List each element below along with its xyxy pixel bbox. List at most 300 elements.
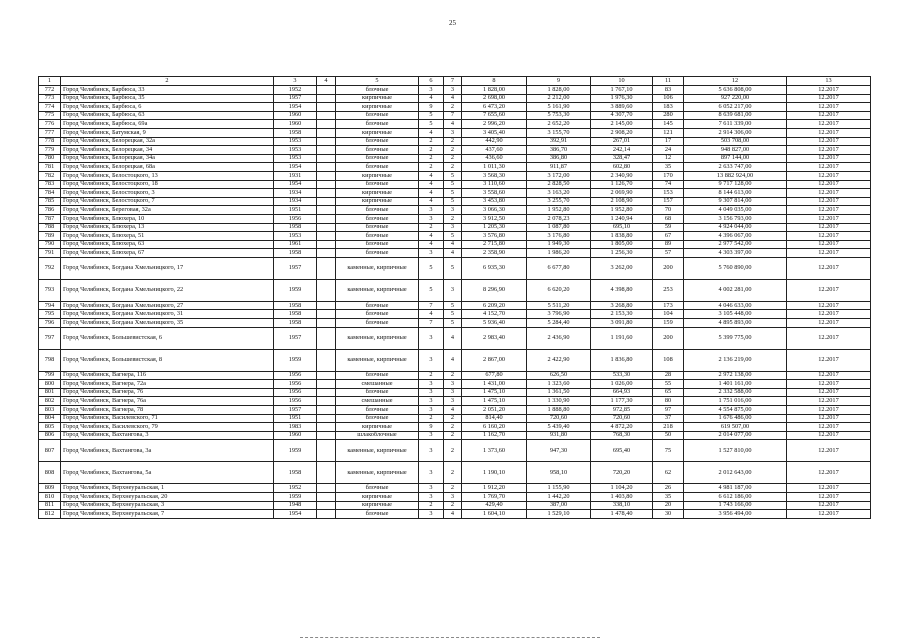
cell-entrances: 2 <box>444 137 462 146</box>
cell-floors: 2 <box>419 414 444 423</box>
cell-floors: 3 <box>419 86 444 95</box>
table-row <box>39 423 871 432</box>
cell-year-built: 1960 <box>274 111 317 120</box>
cell-living-area: 5 753,30 <box>527 111 591 120</box>
cell-private-area: 2 153,30 <box>591 310 653 319</box>
cell-total-area: 1 475,10 <box>462 388 527 397</box>
cell-private-area: 1 805,00 <box>591 240 653 249</box>
cell-address: Город Челябинск, Вагнера, 78 <box>61 406 274 415</box>
cell-col-4 <box>317 197 336 206</box>
cell-private-area: 242,14 <box>591 146 653 155</box>
cell-private-area: 4 872,20 <box>591 423 653 432</box>
cell-total-area: 2 358,90 <box>462 249 527 258</box>
cell-floors: 3 <box>419 206 444 215</box>
cell-entrances: 2 <box>444 501 462 510</box>
table-row <box>39 301 871 310</box>
cell-row-number: 789 <box>39 232 61 241</box>
cell-row-number: 778 <box>39 137 61 146</box>
table-row <box>39 397 871 406</box>
cell-living-area: 3 163,20 <box>527 189 591 198</box>
cell-year-built: 1934 <box>274 197 317 206</box>
cell-repair-period: 12.2017 <box>787 232 871 241</box>
cell-entrances: 5 <box>444 189 462 198</box>
cell-entrances: 3 <box>444 279 462 301</box>
cell-residents: 170 <box>653 171 684 180</box>
cell-repair-cost: 927 220,00 <box>684 94 787 103</box>
cell-total-area: 3 110,60 <box>462 180 527 189</box>
table-row <box>39 462 871 484</box>
cell-floors: 9 <box>419 423 444 432</box>
cell-entrances: 2 <box>444 154 462 163</box>
cell-col-4 <box>317 406 336 415</box>
cell-repair-period: 12.2017 <box>787 94 871 103</box>
cell-wall-material: смешанные <box>336 380 419 389</box>
cell-row-number: 777 <box>39 128 61 137</box>
cell-wall-material: блочные <box>336 206 419 215</box>
cell-residents: 67 <box>653 232 684 241</box>
column-header-4: 4 <box>317 77 336 86</box>
cell-repair-period: 12.2017 <box>787 510 871 519</box>
cell-year-built: 1954 <box>274 180 317 189</box>
cell-wall-material: шлакоблочные <box>336 431 419 440</box>
cell-total-area: 442,90 <box>462 137 527 146</box>
cell-repair-period: 12.2017 <box>787 103 871 112</box>
cell-col-4 <box>317 103 336 112</box>
cell-floors: 4 <box>419 180 444 189</box>
cell-entrances: 5 <box>444 180 462 189</box>
cell-wall-material: блочные <box>336 86 419 95</box>
cell-private-area: 1 976,30 <box>591 94 653 103</box>
cell-private-area: 1 191,60 <box>591 327 653 349</box>
cell-year-built: 1960 <box>274 431 317 440</box>
cell-col-4 <box>317 380 336 389</box>
cell-floors: 7 <box>419 301 444 310</box>
cell-entrances: 3 <box>444 388 462 397</box>
cell-col-4 <box>317 171 336 180</box>
cell-year-built: 1959 <box>274 440 317 462</box>
table-row <box>39 154 871 163</box>
cell-living-area: 1 361,50 <box>527 388 591 397</box>
cell-total-area: 429,40 <box>462 501 527 510</box>
cell-row-number: 805 <box>39 423 61 432</box>
cell-row-number: 785 <box>39 197 61 206</box>
cell-floors: 4 <box>419 197 444 206</box>
cell-living-area: 720,60 <box>527 414 591 423</box>
cell-residents: 183 <box>653 103 684 112</box>
cell-private-area: 720,60 <box>591 414 653 423</box>
cell-private-area: 3 889,60 <box>591 103 653 112</box>
table-row <box>39 380 871 389</box>
cell-wall-material: блочные <box>336 154 419 163</box>
column-header-1: 1 <box>39 77 61 86</box>
cell-living-area: 2 652,20 <box>527 120 591 129</box>
cell-repair-period: 12.2017 <box>787 163 871 172</box>
cell-repair-period: 12.2017 <box>787 501 871 510</box>
cell-year-built: 1953 <box>274 232 317 241</box>
cell-row-number: 773 <box>39 94 61 103</box>
column-header-6: 6 <box>419 77 444 86</box>
cell-repair-cost: 9 307 814,00 <box>684 197 787 206</box>
cell-row-number: 795 <box>39 310 61 319</box>
cell-repair-period: 12.2017 <box>787 319 871 328</box>
cell-living-area: 3 155,70 <box>527 128 591 137</box>
cell-address: Город Челябинск, Белостоцкого, 7 <box>61 197 274 206</box>
cell-col-4 <box>317 493 336 502</box>
cell-repair-period: 12.2017 <box>787 111 871 120</box>
cell-entrances: 5 <box>444 319 462 328</box>
cell-row-number: 798 <box>39 349 61 371</box>
cell-private-area: 1 026,00 <box>591 380 653 389</box>
cell-repair-period: 12.2017 <box>787 310 871 319</box>
cell-wall-material: блочные <box>336 310 419 319</box>
cell-living-area: 386,70 <box>527 146 591 155</box>
cell-col-4 <box>317 388 336 397</box>
table-row <box>39 279 871 301</box>
cell-residents: 12 <box>653 154 684 163</box>
cell-wall-material: кирпичные <box>336 94 419 103</box>
cell-residents: 108 <box>653 349 684 371</box>
cell-entrances: 2 <box>444 423 462 432</box>
cell-repair-cost: 4 924 044,00 <box>684 223 787 232</box>
cell-floors: 5 <box>419 257 444 279</box>
cell-repair-period: 12.2017 <box>787 493 871 502</box>
cell-address: Город Челябинск, Блюхера, 13 <box>61 223 274 232</box>
cell-col-4 <box>317 180 336 189</box>
cell-col-4 <box>317 128 336 137</box>
cell-floors: 3 <box>419 388 444 397</box>
cell-col-4 <box>317 163 336 172</box>
cell-row-number: 776 <box>39 120 61 129</box>
cell-repair-cost: 9 717 128,00 <box>684 180 787 189</box>
cell-entrances: 7 <box>444 111 462 120</box>
cell-total-area: 3 568,30 <box>462 171 527 180</box>
cell-floors: 4 <box>419 240 444 249</box>
cell-col-4 <box>317 86 336 95</box>
cell-wall-material: блочные <box>336 146 419 155</box>
cell-total-area: 1 604,10 <box>462 510 527 519</box>
cell-year-built: 1948 <box>274 501 317 510</box>
cell-year-built: 1952 <box>274 86 317 95</box>
cell-residents: 157 <box>653 197 684 206</box>
cell-repair-cost: 5 399 775,00 <box>684 327 787 349</box>
cell-address: Город Челябинск, Василевского, 71 <box>61 414 274 423</box>
cell-entrances: 2 <box>444 146 462 155</box>
cell-living-area: 387,00 <box>527 501 591 510</box>
cell-year-built: 1931 <box>274 171 317 180</box>
cell-row-number: 800 <box>39 380 61 389</box>
cell-private-area: 3 262,00 <box>591 257 653 279</box>
cell-repair-period: 12.2017 <box>787 206 871 215</box>
cell-private-area: 3 091,80 <box>591 319 653 328</box>
cell-wall-material: каменные, кирпичные <box>336 279 419 301</box>
cell-row-number: 810 <box>39 493 61 502</box>
cell-floors: 2 <box>419 501 444 510</box>
cell-wall-material: кирпичные <box>336 493 419 502</box>
cell-row-number: 812 <box>39 510 61 519</box>
cell-col-4 <box>317 431 336 440</box>
cell-col-4 <box>317 249 336 258</box>
cell-wall-material: кирпичные <box>336 189 419 198</box>
cell-address: Город Челябинск, Большевистская, 8 <box>61 349 274 371</box>
cell-repair-cost: 1 401 161,00 <box>684 380 787 389</box>
cell-residents: 57 <box>653 249 684 258</box>
cell-address: Город Челябинск, Богдана Хмельницкого, 22 <box>61 279 274 301</box>
cell-address: Город Челябинск, Блюхера, 51 <box>61 232 274 241</box>
cell-row-number: 775 <box>39 111 61 120</box>
cell-row-number: 772 <box>39 86 61 95</box>
cell-address: Город Челябинск, Барбюса, 33 <box>61 86 274 95</box>
cell-row-number: 806 <box>39 431 61 440</box>
cell-year-built: 1934 <box>274 189 317 198</box>
cell-wall-material: каменные, кирпичные <box>336 462 419 484</box>
cell-total-area: 6 935,30 <box>462 257 527 279</box>
cell-wall-material: каменные, кирпичные <box>336 440 419 462</box>
cell-col-4 <box>317 214 336 223</box>
cell-residents: 62 <box>653 462 684 484</box>
cell-floors: 4 <box>419 94 444 103</box>
cell-address: Город Челябинск, Большевистская, 6 <box>61 327 274 349</box>
cell-wall-material: кирпичные <box>336 197 419 206</box>
cell-residents: 173 <box>653 301 684 310</box>
cell-residents: 17 <box>653 137 684 146</box>
table-row <box>39 414 871 423</box>
cell-row-number: 811 <box>39 501 61 510</box>
cell-row-number: 786 <box>39 206 61 215</box>
table-row <box>39 388 871 397</box>
cell-year-built: 1959 <box>274 493 317 502</box>
cell-living-area: 5 511,20 <box>527 301 591 310</box>
cell-year-built: 1951 <box>274 414 317 423</box>
cell-entrances: 2 <box>444 103 462 112</box>
cell-floors: 3 <box>419 510 444 519</box>
cell-repair-cost: 8 144 613,00 <box>684 189 787 198</box>
cell-floors: 3 <box>419 249 444 258</box>
cell-wall-material: блочные <box>336 414 419 423</box>
cell-year-built: 1960 <box>274 120 317 129</box>
cell-entrances: 4 <box>444 327 462 349</box>
cell-wall-material: блочные <box>336 137 419 146</box>
cell-repair-cost: 1 676 486,00 <box>684 414 787 423</box>
column-header-11: 11 <box>653 77 684 86</box>
cell-private-area: 602,80 <box>591 163 653 172</box>
cell-col-4 <box>317 349 336 371</box>
cell-repair-cost: 948 827,00 <box>684 146 787 155</box>
cell-address: Город Челябинск, Вагнера, 72а <box>61 380 274 389</box>
cell-col-4 <box>317 397 336 406</box>
cell-address: Город Челябинск, Богдана Хмельницкого, 35 <box>61 319 274 328</box>
cell-floors: 3 <box>419 431 444 440</box>
cell-total-area: 4 152,70 <box>462 310 527 319</box>
cell-year-built: 1956 <box>274 371 317 380</box>
cell-residents: 37 <box>653 414 684 423</box>
cell-living-area: 3 796,90 <box>527 310 591 319</box>
cell-repair-period: 12.2017 <box>787 423 871 432</box>
cell-total-area: 1 912,20 <box>462 484 527 493</box>
cell-floors: 7 <box>419 319 444 328</box>
cell-repair-cost: 2 012 643,00 <box>684 462 787 484</box>
table-row <box>39 197 871 206</box>
cell-living-area: 5 284,40 <box>527 319 591 328</box>
table-row <box>39 214 871 223</box>
cell-address: Город Челябинск, Василевского, 79 <box>61 423 274 432</box>
cell-total-area: 437,60 <box>462 146 527 155</box>
cell-private-area: 2 908,20 <box>591 128 653 137</box>
cell-private-area: 1 104,20 <box>591 484 653 493</box>
cell-living-area: 2 212,00 <box>527 94 591 103</box>
cell-repair-period: 12.2017 <box>787 349 871 371</box>
cell-col-4 <box>317 111 336 120</box>
cell-col-4 <box>317 257 336 279</box>
cell-entrances: 3 <box>444 86 462 95</box>
cell-repair-cost: 7 611 339,00 <box>684 120 787 129</box>
cell-private-area: 1 952,80 <box>591 206 653 215</box>
cell-private-area: 2 340,90 <box>591 171 653 180</box>
cell-residents: 89 <box>653 240 684 249</box>
cell-repair-cost: 3 956 494,00 <box>684 510 787 519</box>
cell-repair-cost: 4 895 893,00 <box>684 319 787 328</box>
cell-address: Город Челябинск, Верхнеуральская, 20 <box>61 493 274 502</box>
cell-repair-cost: 4 002 281,00 <box>684 279 787 301</box>
cell-private-area: 2 108,90 <box>591 197 653 206</box>
cell-entrances: 2 <box>444 414 462 423</box>
cell-year-built: 1956 <box>274 214 317 223</box>
cell-private-area: 1 403,80 <box>591 493 653 502</box>
cell-repair-cost: 6 612 186,00 <box>684 493 787 502</box>
cell-floors: 2 <box>419 154 444 163</box>
cell-address: Город Челябинск, Верхнеуральская, 7 <box>61 510 274 519</box>
cell-year-built: 1952 <box>274 484 317 493</box>
cell-total-area: 1 475,10 <box>462 397 527 406</box>
cell-address: Город Челябинск, Богдана Хмельницкого, 27 <box>61 301 274 310</box>
cell-entrances: 2 <box>444 431 462 440</box>
cell-total-area: 814,40 <box>462 414 527 423</box>
cell-repair-cost: 3 156 793,00 <box>684 214 787 223</box>
cell-residents: 20 <box>653 501 684 510</box>
cell-residents: 35 <box>653 493 684 502</box>
cell-floors: 5 <box>419 120 444 129</box>
cell-repair-period: 12.2017 <box>787 197 871 206</box>
cell-entrances: 2 <box>444 484 462 493</box>
cell-living-area: 2 422,90 <box>527 349 591 371</box>
cell-entrances: 5 <box>444 301 462 310</box>
cell-year-built: 1958 <box>274 301 317 310</box>
cell-total-area: 8 296,90 <box>462 279 527 301</box>
cell-residents: 50 <box>653 431 684 440</box>
cell-living-area: 2 828,50 <box>527 180 591 189</box>
cell-repair-cost: 4 303 397,00 <box>684 249 787 258</box>
table-row <box>39 327 871 349</box>
column-header-5: 5 <box>336 77 419 86</box>
cell-living-area: 1 888,80 <box>527 406 591 415</box>
table-row <box>39 189 871 198</box>
cell-entrances: 3 <box>444 206 462 215</box>
table-row <box>39 484 871 493</box>
cell-living-area: 911,87 <box>527 163 591 172</box>
cell-repair-period: 12.2017 <box>787 371 871 380</box>
cell-private-area: 1 126,70 <box>591 180 653 189</box>
cell-wall-material: блочные <box>336 120 419 129</box>
cell-year-built: 1953 <box>274 146 317 155</box>
cell-residents: 74 <box>653 180 684 189</box>
cell-year-built: 1958 <box>274 310 317 319</box>
cell-entrances: 5 <box>444 171 462 180</box>
cell-wall-material: блочные <box>336 232 419 241</box>
cell-private-area: 267,01 <box>591 137 653 146</box>
cell-total-area: 1 431,00 <box>462 380 527 389</box>
cell-residents: 75 <box>653 440 684 462</box>
cell-address: Город Челябинск, Батумская, 9 <box>61 128 274 137</box>
cell-wall-material: блочные <box>336 510 419 519</box>
cell-year-built: 1957 <box>274 94 317 103</box>
cell-col-4 <box>317 484 336 493</box>
cell-repair-cost: 2 332 588,00 <box>684 388 787 397</box>
table-row <box>39 249 871 258</box>
table-row <box>39 223 871 232</box>
cell-year-built: 1953 <box>274 137 317 146</box>
cell-year-built: 1954 <box>274 510 317 519</box>
cell-wall-material: блочные <box>336 249 419 258</box>
cell-total-area: 1 162,70 <box>462 431 527 440</box>
cell-private-area: 2 069,90 <box>591 189 653 198</box>
cell-wall-material: блочные <box>336 163 419 172</box>
cell-address: Город Челябинск, Блюхера, 63 <box>61 240 274 249</box>
page-number: 25 <box>449 19 456 27</box>
cell-living-area: 2 436,90 <box>527 327 591 349</box>
cell-row-number: 808 <box>39 462 61 484</box>
cell-repair-cost: 503 708,00 <box>684 137 787 146</box>
cell-col-4 <box>317 319 336 328</box>
cell-living-area: 1 529,10 <box>527 510 591 519</box>
cell-year-built: 1954 <box>274 163 317 172</box>
cell-total-area: 3 912,50 <box>462 214 527 223</box>
cell-repair-period: 12.2017 <box>787 171 871 180</box>
cell-entrances: 3 <box>444 380 462 389</box>
cell-living-area: 1 330,90 <box>527 397 591 406</box>
cell-address: Город Челябинск, Белостоцкого, 18 <box>61 180 274 189</box>
cell-repair-period: 12.2017 <box>787 484 871 493</box>
table-body <box>39 86 871 519</box>
cell-repair-cost: 6 052 217,00 <box>684 103 787 112</box>
column-header-9: 9 <box>527 77 591 86</box>
cell-total-area: 2 996,20 <box>462 120 527 129</box>
cell-repair-cost: 2 014 077,00 <box>684 431 787 440</box>
cell-wall-material: блочные <box>336 214 419 223</box>
cell-repair-cost: 1 527 810,00 <box>684 440 787 462</box>
cell-row-number: 781 <box>39 163 61 172</box>
cell-entrances: 4 <box>444 406 462 415</box>
cell-entrances: 2 <box>444 371 462 380</box>
cell-repair-cost: 897 144,00 <box>684 154 787 163</box>
cell-repair-period: 12.2017 <box>787 180 871 189</box>
cell-entrances: 5 <box>444 257 462 279</box>
cell-col-4 <box>317 223 336 232</box>
cell-year-built: 1957 <box>274 257 317 279</box>
cell-entrances: 4 <box>444 240 462 249</box>
cell-repair-period: 12.2017 <box>787 380 871 389</box>
table-row <box>39 180 871 189</box>
table-row <box>39 103 871 112</box>
cell-total-area: 1 011,30 <box>462 163 527 172</box>
cell-address: Город Челябинск, Белорецкая, 68а <box>61 163 274 172</box>
cell-col-4 <box>317 154 336 163</box>
cell-repair-cost: 5 636 808,00 <box>684 86 787 95</box>
cell-repair-cost: 2 972 138,00 <box>684 371 787 380</box>
cell-row-number: 803 <box>39 406 61 415</box>
cell-year-built: 1956 <box>274 380 317 389</box>
cell-floors: 4 <box>419 232 444 241</box>
cell-address: Город Челябинск, Вахтангова, 3а <box>61 440 274 462</box>
cell-year-built: 1959 <box>274 349 317 371</box>
